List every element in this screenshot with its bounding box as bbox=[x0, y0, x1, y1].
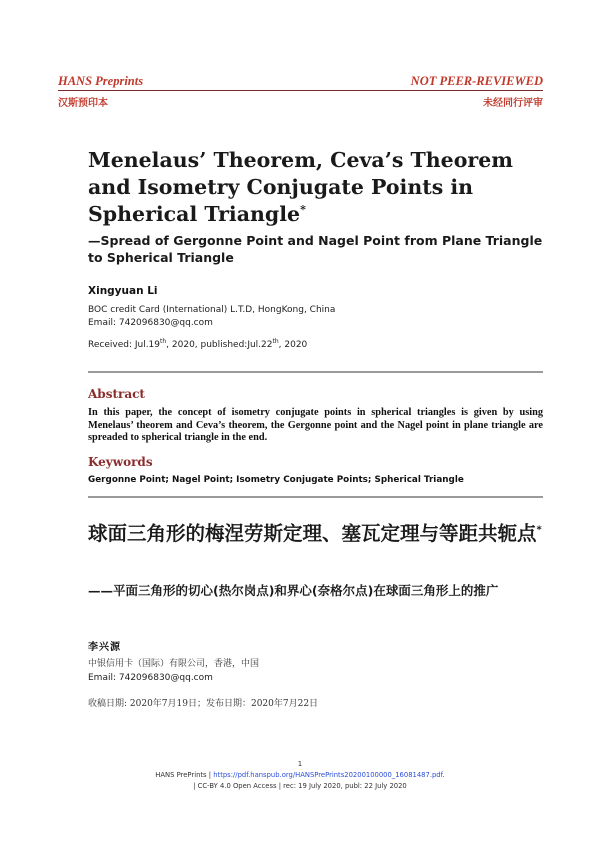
footer-period: . bbox=[442, 771, 445, 779]
publication-dates bbox=[88, 340, 307, 350]
author-affiliation-cn bbox=[88, 657, 259, 685]
title-footnote-mark: * bbox=[300, 203, 306, 217]
abstract-top-rule bbox=[88, 371, 543, 373]
footer-line-2: | CC-BY 4.0 Open Access | rec: 19 July 2020, publ: 22 July 2020 bbox=[193, 782, 407, 790]
paper-title-cn-text: 球面三角形的梅涅劳斯定理、塞瓦定理与等距共轭点 bbox=[88, 522, 537, 545]
keywords-heading: Keywords bbox=[88, 455, 153, 469]
abstract-text: In this paper, the concept of isometry conjugate points in spherical triangles is given by using Menelaus’ theorem and Ceva’s theorem, the Gergonne point and the Nagel point in plane triangle are spreaded to spherical triangle in the end. bbox=[88, 407, 543, 444]
footer-source: HANS PrePrints | bbox=[155, 771, 214, 779]
title-cn-footnote-mark: * bbox=[536, 524, 542, 536]
author-email: Email: 742096830@qq.com bbox=[88, 318, 213, 328]
keywords-bottom-rule bbox=[88, 496, 543, 498]
journal-name-cn: 汉斯预印本 bbox=[58, 98, 108, 109]
header-divider bbox=[58, 90, 543, 91]
author-name-cn: 李兴源 bbox=[88, 642, 121, 653]
abstract-heading: Abstract bbox=[88, 387, 145, 401]
page-number: 1 bbox=[297, 760, 303, 768]
paper-title-cn bbox=[88, 520, 548, 547]
paper-subtitle: —Spread of Gergonne Point and Nagel Point from Plane Triangle to Spherical Triangle bbox=[88, 233, 543, 265]
published-ordinal: th bbox=[272, 338, 279, 345]
paper-title bbox=[88, 147, 548, 228]
received-ordinal: th bbox=[160, 338, 167, 345]
published-year: , 2020 bbox=[278, 340, 308, 350]
review-status-cn: 未经同行评审 bbox=[483, 98, 543, 109]
received-date: Received: Jul.19 bbox=[88, 340, 161, 350]
published-date: , 2020, published:Jul.22 bbox=[166, 340, 273, 350]
paper-subtitle-cn: ——平面三角形的切心(热尔岗点)和界心(奈格尔点)在球面三角形上的推广 bbox=[88, 583, 499, 598]
author-email-cn: Email: 742096830@qq.com bbox=[88, 673, 213, 683]
keywords-text: Gergonne Point; Nagel Point; Isometry Conjugate Points; Spherical Triangle bbox=[88, 475, 464, 485]
publication-dates-cn: 收稿日期: 2020年7月19日；发布日期：2020年7月22日 bbox=[88, 699, 319, 709]
review-status: NOT PEER-REVIEWED bbox=[410, 74, 543, 88]
footer-line-1 bbox=[0, 771, 600, 779]
pdf-link[interactable]: https://pdf.hanspub.org/HANSPrePrints20200100000_16081487.pdf bbox=[213, 771, 443, 779]
affiliation-cn-text: 中银信用卡（国际）有限公司，香港，中国 bbox=[88, 659, 260, 669]
affiliation-text: BOC credit Card (International) L.T.D, HongKong, China bbox=[88, 305, 336, 315]
paper-title-text: Menelaus’ Theorem, Ceva’s Theorem and Isometry Conjugate Points in Spherical Triangle bbox=[88, 148, 513, 226]
author-affiliation bbox=[88, 304, 335, 330]
author-name: Xingyuan Li bbox=[88, 285, 158, 297]
journal-name: HANS Preprints bbox=[58, 74, 144, 88]
